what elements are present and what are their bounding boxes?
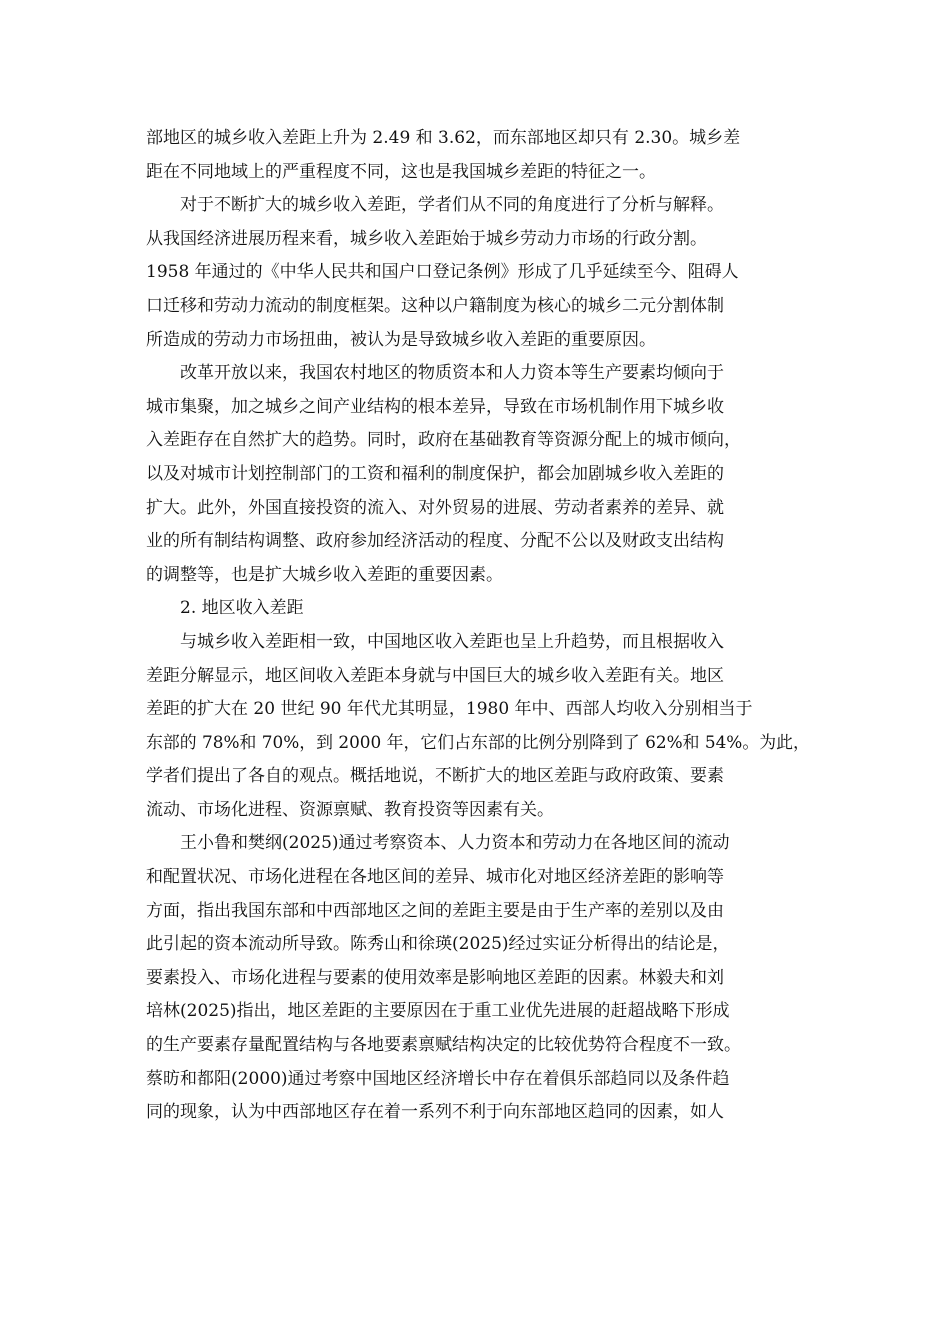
text-line: 蔡昉和都阳(2000)通过考察中国地区经济增长中存在着俱乐部趋同以及条件趋	[146, 1068, 730, 1089]
text-line: 扩大。此外，外国直接投资的流入、对外贸易的进展、劳动者素养的差异、就	[146, 497, 724, 518]
text-line: 对于不断扩大的城乡收入差距，学者们从不同的角度进行了分析与解释。	[146, 195, 724, 216]
text-line: 学者们提出了各自的观点。概括地说，不断扩大的地区差距与政府政策、要素	[146, 766, 724, 787]
text-line: 此引起的资本流动所导致。陈秀山和徐瑛(2025)经过实证分析得出的结论是，	[146, 934, 730, 955]
text-line: 口迁移和劳动力流动的制度框架。这种以户籍制度为核心的城乡二元分割体制	[146, 295, 724, 316]
text-line: 距在不同地域上的严重程度不同，这也是我国城乡差距的特征之一。	[146, 161, 656, 182]
text-line: 同的现象，认为中西部地区存在着一系列不利于向东部地区趋同的因素，如人	[146, 1102, 724, 1123]
body-text	[146, 122, 810, 1130]
text-line: 业的所有制结构调整、政府参加经济活动的程度、分配不公以及财政支出结构	[146, 531, 724, 552]
text-line: 改革开放以来，我国农村地区的物质资本和人力资本等生产要素均倾向于	[146, 363, 724, 384]
text-line: 差距分解显示，地区间收入差距本身就与中国巨大的城乡收入差距有关。地区	[146, 665, 724, 686]
text-line: 所造成的劳动力市场扭曲，被认为是导致城乡收入差距的重要原因。	[146, 329, 656, 350]
text-line: 流动、市场化进程、资源禀赋、教育投资等因素有关。	[146, 799, 554, 820]
text-line: 王小鲁和樊纲(2025)通过考察资本、人力资本和劳动力在各地区间的流动	[146, 833, 730, 854]
text-line: 从我国经济进展历程来看，城乡收入差距始于城乡劳动力市场的行政分割。	[146, 228, 707, 249]
text-line: 差距的扩大在 20 世纪 90 年代尤其明显，1980 年中、西部人均收入分别相当于	[146, 699, 753, 720]
text-line: 1958 年通过的《中华人民共和国户口登记条例》形成了几乎延续至今、阻碍人	[146, 262, 739, 283]
text-line: 的生产要素存量配置结构与各地要素禀赋结构决定的比较优势符合程度不一致。	[146, 1035, 741, 1056]
text-line: 培林(2025)指出，地区差距的主要原因在于重工业优先进展的赶超战略下形成	[146, 1001, 730, 1022]
text-line: 以及对城市计划控制部门的工资和福利的制度保护，都会加剧城乡收入差距的	[146, 463, 724, 484]
text-line: 部地区的城乡收入差距上升为 2.49 和 3.62，而东部地区却只有 2.30。城乡差	[146, 128, 741, 148]
text-line: 入差距存在自然扩大的趋势。同时，政府在基础教育等资源分配上的城市倾向，	[146, 430, 741, 451]
text-line: 的调整等，也是扩大城乡收入差距的重要因素。	[146, 564, 503, 585]
text-line: 与城乡收入差距相一致，中国地区收入差距也呈上升趋势，而且根据收入	[146, 631, 724, 652]
text-line: 2. 地区收入差距	[146, 598, 304, 619]
text-line: 方面，指出我国东部和中西部地区之间的差距主要是由于生产率的差别以及由	[146, 900, 724, 921]
text-line: 和配置状况、市场化进程在各地区间的差异、城市化对地区经济差距的影响等	[146, 867, 724, 888]
text-line: 城市集聚，加之城乡之间产业结构的根本差异，导致在市场机制作用下城乡收	[146, 396, 724, 417]
text-line: 要素投入、市场化进程与要素的使用效率是影响地区差距的因素。林毅夫和刘	[146, 967, 724, 988]
text-line: 东部的 78%和 70%，到 2000 年，它们占东部的比例分别降到了 62%和 54%。为此，	[146, 732, 810, 753]
